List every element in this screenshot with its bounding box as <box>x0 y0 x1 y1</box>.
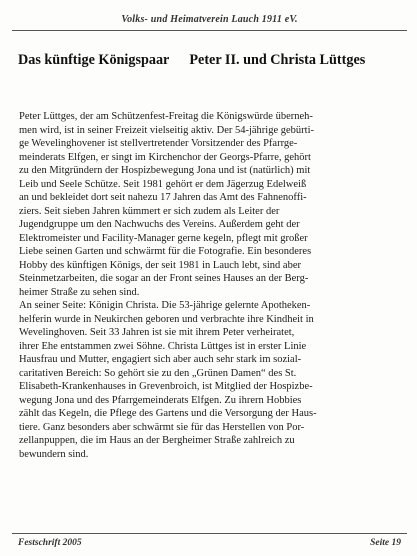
body-line: An seiner Seite: Königin Christa. Die 53-jährige gelernte Apotheken- <box>19 300 311 311</box>
body-line: zellanpuppen, die im Haus an der Bergheimer Straße zahlreich zu <box>19 435 295 446</box>
body-line: heimer Straße zu sehen sind. <box>19 286 140 298</box>
body-line: Wevelinghoven. Seit 33 Jahren ist sie mit ihrem Peter verheiratet, <box>19 327 295 338</box>
article-body <box>19 110 411 461</box>
running-footer <box>12 533 407 552</box>
page-number: Seite 19 <box>370 538 401 548</box>
body-line: zu den Mitgründern der Hospizbewegung Jona und ist (natürlich) mit <box>19 165 311 176</box>
running-header-title: Volks- und Heimatverein Lauch 1911 eV. <box>121 13 298 25</box>
body-line: Steinmetzarbeiten, die sogar an der Front seines Hauses an der Berg- <box>19 273 309 284</box>
body-line: ihrer Ehe entstammen zwei Söhne. Christa Lüttges ist in erster Linie <box>19 340 307 352</box>
body-line: men wird, ist in seiner Freizeit vielseitig aktiv. Der 54-jährige gebürti- <box>19 124 314 136</box>
body-line: Leib und Seele Schütze. Seit 1981 gehört er dem Jägerzug Edelweiß <box>19 178 307 190</box>
body-line: wegung Jona und des Pfarrgemeinderats Elfgen. Zu ihrern Hobbies <box>19 394 302 406</box>
body-line: zählt das Kegeln, die Pflege des Gartens und die Versorgung der Haus- <box>19 408 317 419</box>
article-headline <box>18 52 407 69</box>
body-line: Hobby des künftigen Königs, der seit 1981 in Lauch lebt, sind aber <box>19 259 301 271</box>
body-line: Jugendgruppe um den Nachwuchs des Vereins. Außerdem geht der <box>19 219 300 230</box>
body-line: Liebe seinen Garten und schwärmt für die Fotografie. Ein besonderes <box>19 246 312 257</box>
body-line: tiere. Ganz besonders aber schwärmt sie für das Herstellen von Por- <box>19 421 305 433</box>
body-line: ziers. Seit sieben Jahren kümmert er sich zudem als Leiter der <box>19 205 280 217</box>
body-line: Peter Lüttges, der am Schützenfest-Freitag die Königswürde überneh- <box>19 111 313 122</box>
body-line: Elektromeister und Facility-Manager gerne kegeln, pflegt mit großer <box>19 232 308 244</box>
body-line: an und bekleidet dort seit nahezu 17 Jahren das Amt des Fahnenoffi- <box>19 192 307 203</box>
headline-title: Das künftige Königspaar <box>18 52 170 68</box>
body-line: ge Wevelinghovener ist stellvertretender Vorsitzender des Pfarrge- <box>19 138 298 149</box>
body-line: bewundern sind. <box>19 448 89 460</box>
headline-names: Peter II. und Christa Lüttges <box>189 52 366 68</box>
body-line: Elisabeth-Krankenhauses in Grevenbroich, ist Mitglied der Hospizbe- <box>19 381 313 392</box>
running-header <box>12 8 407 31</box>
body-line: meinderats Elfgen, er singt im Kirchenchor der Georgs-Pfarre, gehört <box>19 151 311 163</box>
footer-publication: Festschrift 2005 <box>18 538 82 548</box>
body-line: caritativen Bereich: So gehört sie zu den „Grünen Damen“ des St. <box>19 367 297 379</box>
body-line: helferin wurde in Neukirchen geboren und verbrachte ihre Kindheit in <box>19 313 314 325</box>
body-line: Hausfrau und Mutter, engagiert sich aber auch sehr stark im sozial- <box>19 354 302 365</box>
